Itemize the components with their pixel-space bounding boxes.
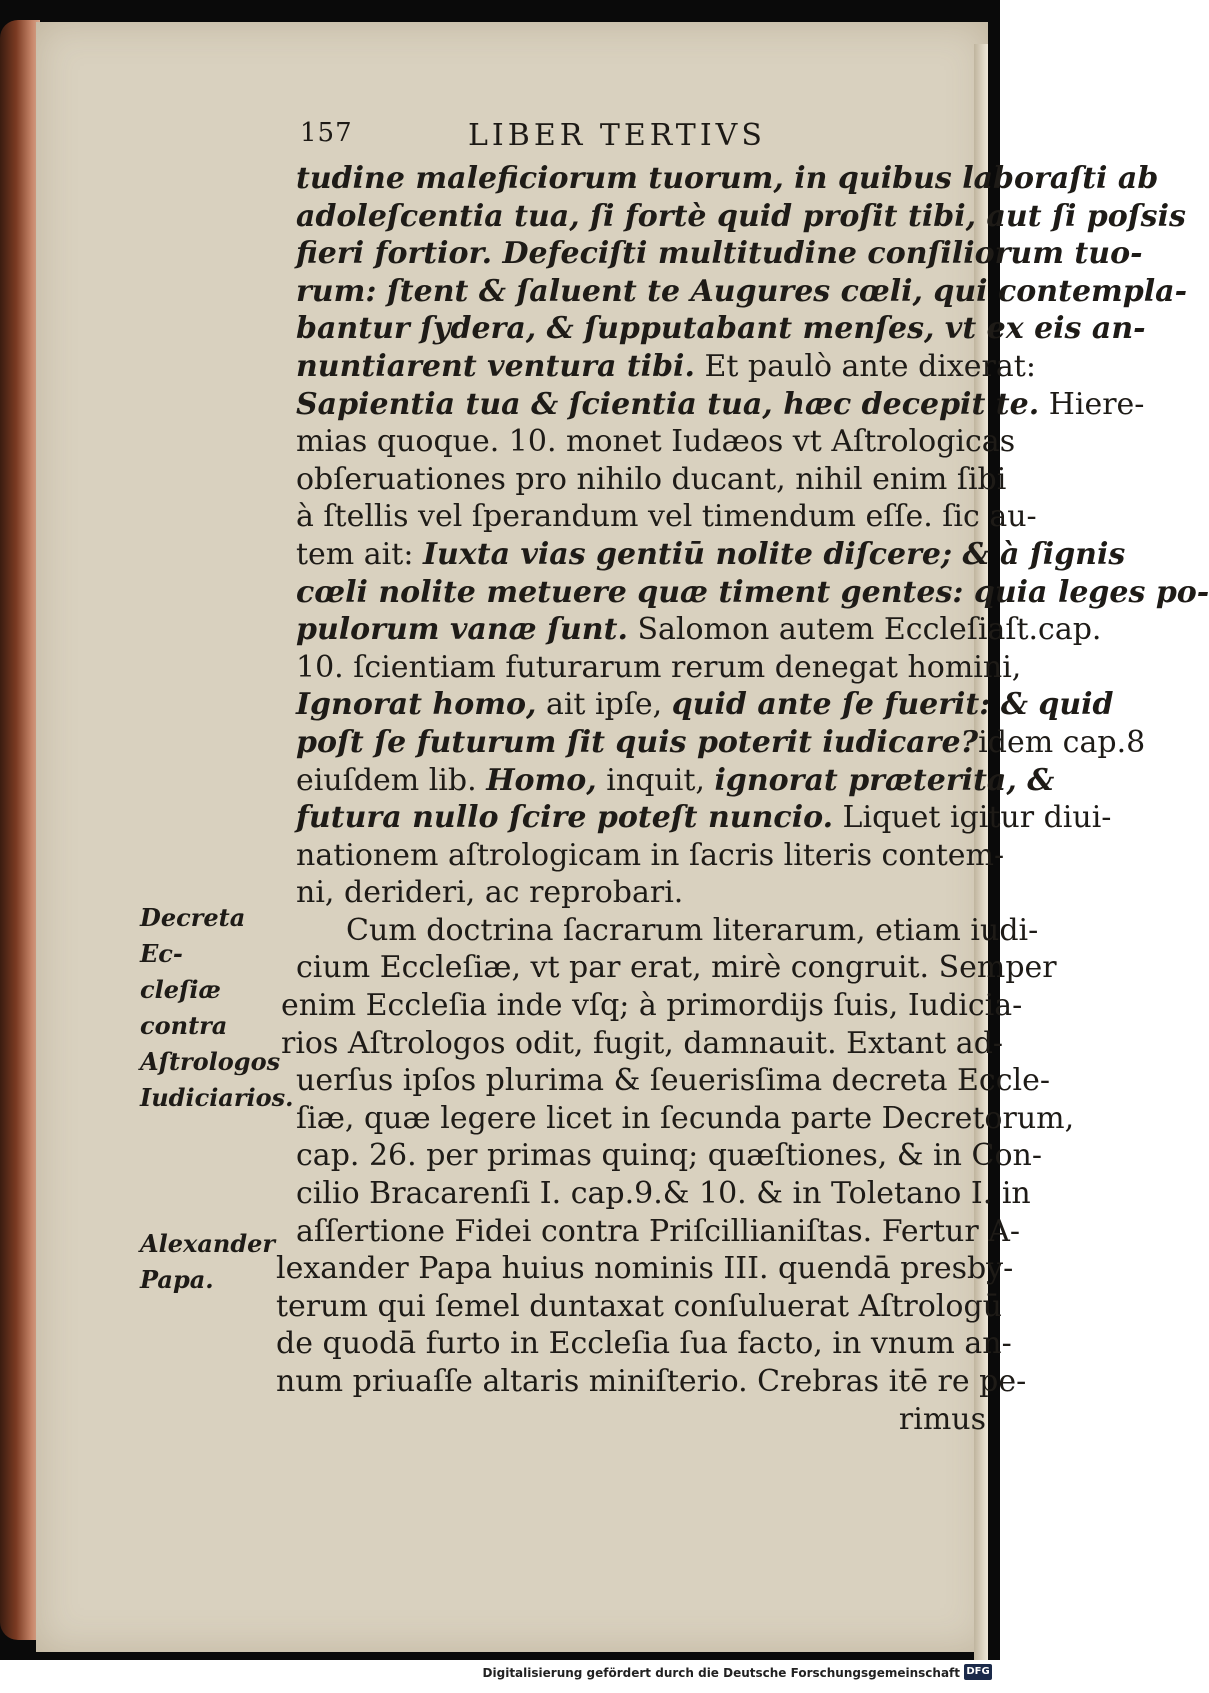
running-title: LIBER TERTIVS (468, 118, 766, 153)
roman-segment: 10. ſcientiam futurarum rerum denegat homini, (296, 649, 1022, 685)
italic-segment: bantur ſydera, & ſupputabant menſes, vt ex eis an- (296, 311, 1146, 347)
text-line (296, 273, 1188, 311)
roman-segment: cium Eccleſiæ, vt par erat, mirè congruit. Semper (296, 950, 1057, 986)
roman-segment: inquit, (596, 762, 715, 798)
body-text (276, 160, 1209, 1438)
italic-segment: Homo, (486, 762, 597, 798)
italic-segment: Ignorat homo, (296, 687, 537, 723)
marginal-note-line: Papa. (140, 1265, 214, 1294)
marginal-note-line: Aſtrologos (140, 1047, 281, 1076)
roman-segment: rios Aſtrologos odit, fugit, damnauit. Extant ad- (281, 1025, 1004, 1061)
book-spine (0, 20, 40, 1640)
text-line (296, 611, 1102, 649)
text-line (281, 1025, 1004, 1063)
roman-segment: nationem aſtrologicam in ſacris literis contem- (296, 837, 1005, 873)
italic-segment: Iuxta vias gentiū nolite diſcere; & à ſignis (422, 536, 1126, 572)
roman-segment: rimus (898, 1401, 986, 1437)
roman-segment: cilio Bracarenſi I. cap.9.& 10. & in Toletano I. in (296, 1176, 1031, 1212)
italic-segment: tudine maleficiorum tuorum, in quibus laboraſti ab (296, 161, 1159, 196)
italic-segment: cœli nolite metuere quæ timent gentes: quia leges po- (296, 574, 1209, 610)
italic-segment: fieri fortior. Defeciſti multitudine conſiliorum tuo- (296, 236, 1143, 272)
text-line (296, 235, 1143, 273)
italic-segment: rum: ſtent & ſaluent te Augures cœli, qui contempla- (296, 273, 1188, 309)
roman-segment: lexander Papa huius nominis III. quendā presby- (276, 1251, 1014, 1287)
roman-segment: uerſus ipſos plurima & ſeuerisſima decreta Eccle- (296, 1063, 1050, 1099)
roman-segment: Et paulò ante dixerat: (694, 348, 1036, 384)
roman-segment: tem ait: (296, 536, 423, 572)
marginal-note-line: cleſiæ contra (140, 975, 228, 1040)
text-line (296, 799, 1112, 837)
text-line (296, 1137, 1042, 1175)
text-line (296, 1175, 1031, 1213)
roman-segment: Salomon autem Eccleſiaſt.cap. (627, 612, 1102, 648)
text-line (276, 1363, 1027, 1401)
text-line (296, 348, 1036, 386)
italic-segment: ignorat præterita, & (714, 762, 1055, 798)
italic-segment: quid ante ſe fuerit: & quid (671, 687, 1114, 723)
roman-segment: cap. 26. per primas quinq; quæſtiones, & in Con- (296, 1138, 1042, 1174)
text-line (296, 498, 1037, 536)
page-number: 157 (300, 118, 353, 148)
footer-bar (0, 1660, 1000, 1693)
marginal-note-line: Iudiciarios. (140, 1083, 294, 1112)
text-line (296, 724, 1146, 762)
italic-segment: adoleſcentia tua, ſi fortè quid proſit tibi, aut ſi poſsis (296, 198, 1186, 234)
text-line (296, 461, 1007, 499)
roman-segment: ſiæ, quæ legere licet in ſecunda parte Decretorum, (296, 1100, 1075, 1136)
text-line (296, 837, 1005, 875)
text-line (296, 949, 1057, 987)
text-line (296, 1100, 1075, 1138)
text-line (296, 874, 996, 912)
roman-segment: ait ipſe, (536, 687, 672, 723)
italic-segment: Sapientia tua & ſcientia tua, hæc decepit te. (296, 386, 1040, 422)
text-line (296, 1062, 1050, 1100)
marginal-note-alexander (140, 1226, 290, 1298)
roman-segment: Cum doctrina ſacrarum literarum, etiam iudi- (346, 912, 1039, 948)
text-line (296, 574, 1209, 612)
roman-segment: aſſertione Fidei contra Priſcillianiſtas. Fertur A- (296, 1213, 1021, 1249)
roman-segment: idem cap.8 (978, 724, 1146, 760)
text-line (296, 1213, 1021, 1251)
text-line (276, 1250, 1014, 1288)
text-line (296, 686, 1114, 724)
roman-segment: de quodā furto in Eccleſia ſua facto, in vnum an- (276, 1326, 1012, 1362)
italic-segment: pulorum vanæ ſunt. (296, 612, 628, 648)
roman-segment: num priuaſſe altaris miniſterio. Crebras itē re pe- (276, 1364, 1027, 1399)
roman-segment: obſeruationes pro nihilo ducant, nihil enim ſibi (296, 461, 1007, 497)
text-line (276, 1325, 1012, 1363)
text-line (296, 536, 1126, 574)
italic-segment: futura nullo ſcire poteſt nuncio. (296, 800, 834, 836)
italic-segment: nuntiarent ventura tibi. (296, 348, 695, 384)
marginal-note-line: Alexander (140, 1229, 276, 1258)
marginal-note-line: Decreta Ec- (140, 903, 246, 968)
footer-credit: Digitalisierung gefördert durch die Deutsche Forschungsgemeinschaft (482, 1666, 960, 1680)
italic-segment: poſt ſe futurum ſit quis poterit iudicare? (296, 724, 979, 760)
text-line (296, 649, 1022, 687)
text-line (296, 423, 1016, 461)
text-line (296, 310, 1146, 348)
text-line (296, 160, 1159, 198)
text-line (276, 1288, 1002, 1326)
roman-segment: eiuſdem lib. (296, 762, 487, 798)
roman-segment: terum qui ſemel duntaxat conſuluerat Aſtrologū (276, 1288, 1002, 1324)
roman-segment: Liquet igitur diui- (833, 800, 1112, 836)
roman-segment: Hiere- (1039, 386, 1145, 422)
text-line (296, 1401, 996, 1439)
dfg-logo: DFG (964, 1664, 992, 1680)
text-line (296, 386, 1145, 424)
roman-segment: ni, derideri, ac reprobari. (296, 875, 684, 911)
marginal-note-decreta (140, 900, 294, 1116)
page-header (300, 118, 840, 158)
roman-segment: à ſtellis vel ſperandum vel timendum eſſe. ſic au- (296, 499, 1037, 535)
roman-segment: mias quoque. 10. monet Iudæos vt Aſtrologicas (296, 424, 1016, 460)
text-line (296, 762, 1055, 800)
text-line (296, 198, 1186, 236)
roman-segment: enim Eccleſia inde vſq; à primordijs ſuis, Iudicia- (281, 988, 1023, 1024)
text-line (296, 912, 1039, 950)
text-line (281, 987, 1023, 1025)
